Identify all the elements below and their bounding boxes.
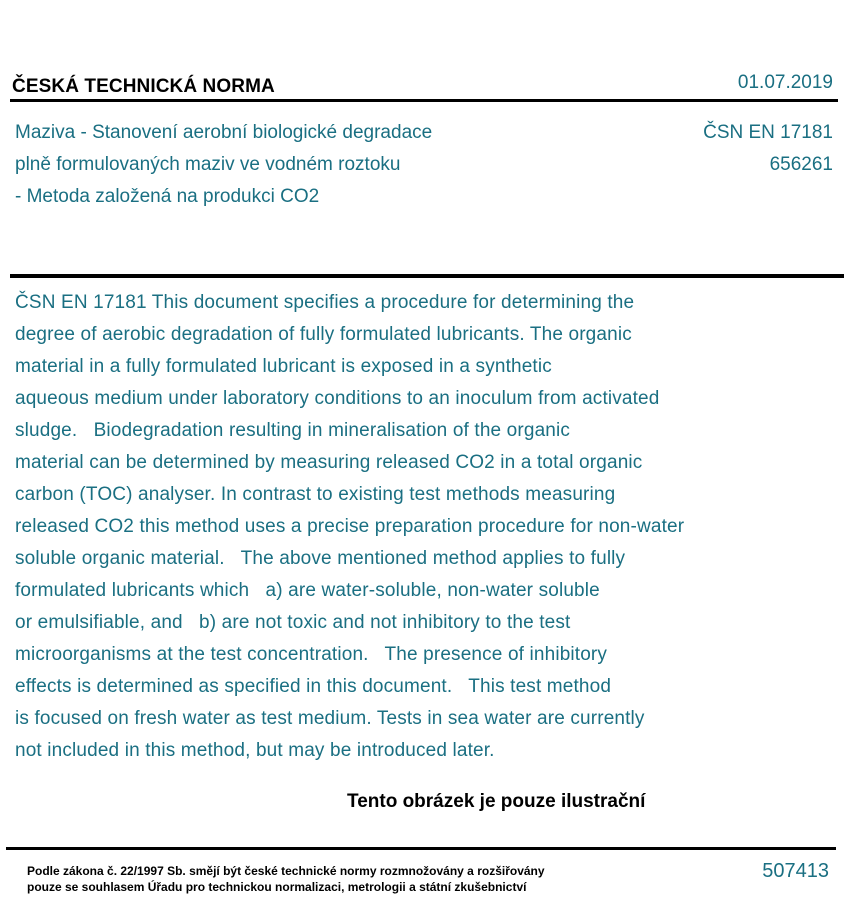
abstract-line: sludge. Biodegradation resulting in mineralisation of the organic xyxy=(15,420,571,441)
standard-code: ČSN EN 17181 xyxy=(703,122,833,143)
abstract-line: effects is determined as specified in this document. This test method xyxy=(15,676,612,697)
abstract-line: microorganisms at the test concentration. The presence of inhibitory xyxy=(15,644,608,665)
standard-title xyxy=(15,117,432,213)
abstract-line: material can be determined by measuring released CO2 in a total organic xyxy=(15,452,643,473)
abstract-line: released CO2 this method uses a precise preparation procedure for non-water xyxy=(15,516,685,537)
abstract-line: material in a fully formulated lubricant is exposed in a synthetic xyxy=(15,356,552,377)
norm-heading: ČESKÁ TECHNICKÁ NORMA xyxy=(12,76,275,97)
legal-line: pouze se souhlasem Úřadu pro technickou normalizaci, metrologii a státní zkušebnictví xyxy=(27,880,527,894)
abstract-line: ČSN EN 17181 This document specifies a procedure for determining the xyxy=(15,292,635,313)
illustration-disclaimer: Tento obrázek je pouze ilustrační xyxy=(347,791,646,812)
title-line: plně formulovaných maziv ve vodném roztoku xyxy=(15,154,401,175)
standard-identifiers xyxy=(703,117,833,181)
abstract-line: soluble organic material. The above mentioned method applies to fully xyxy=(15,548,626,569)
title-line: Maziva - Stanovení aerobní biologické degradace xyxy=(15,122,433,143)
class-number: 656261 xyxy=(769,154,833,175)
abstract-line: not included in this method, but may be introduced later. xyxy=(15,740,495,761)
title-line: - Metoda založená na produkci CO2 xyxy=(15,186,320,207)
bottom-divider xyxy=(6,847,836,850)
abstract-text xyxy=(15,287,684,767)
abstract-line: or emulsifiable, and b) are not toxic and not inhibitory to the test xyxy=(15,612,571,633)
legal-notice xyxy=(27,863,545,895)
legal-line: Podle zákona č. 22/1997 Sb. smějí být české technické normy rozmnožovány a rozšiřovány xyxy=(27,864,545,878)
document-number: 507413 xyxy=(762,860,829,882)
abstract-line: degree of aerobic degradation of fully formulated lubricants. The organic xyxy=(15,324,632,345)
top-divider xyxy=(10,99,838,102)
abstract-line: aqueous medium under laboratory conditions to an inoculum from activated xyxy=(15,388,660,409)
abstract-line: formulated lubricants which a) are water-soluble, non-water soluble xyxy=(15,580,600,601)
abstract-line: is focused on fresh water as test medium. Tests in sea water are currently xyxy=(15,708,645,729)
abstract-line: carbon (TOC) analyser. In contrast to existing test methods measuring xyxy=(15,484,616,505)
middle-divider xyxy=(10,274,844,278)
publication-date: 01.07.2019 xyxy=(737,72,833,93)
